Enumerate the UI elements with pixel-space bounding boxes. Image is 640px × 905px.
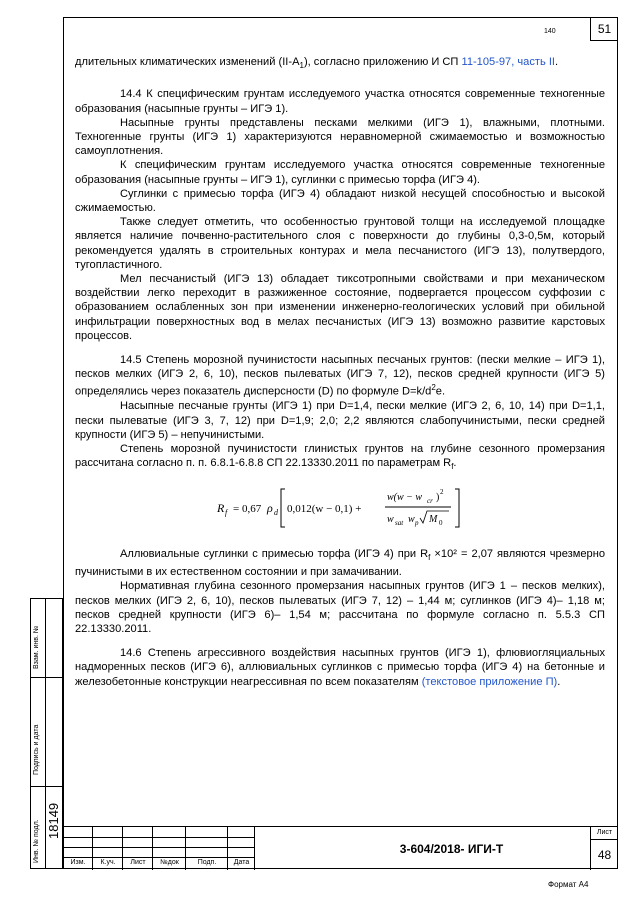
paragraph-chalk: Мел песчанистый (ИГЭ 13) обладает тиксотропными свойствами и при механическом воздействии легко переходит в разжиженное состояние, подвергается процессом суффозии с образованием ослабленных зон при изменении инженерно-геологических условий при обильной инфильтрации поверхностных вод в мелах песчанистых (ИГЭ 13) возможно развитие карстовых процессов. xyxy=(75,273,605,342)
sheet-number: 48 xyxy=(597,848,612,862)
formula-den-m-sub: 0 xyxy=(439,518,443,527)
paragraph-fill-soils: Насыпные грунты представлены песками мелкими (ИГЭ 1), влажными, плотными. Техногенные грунты (ИГЭ 1) характеризуются неравномерной сжимаемостью и возможностью самоуплотнения. xyxy=(75,116,605,158)
format-label: Формат А4 xyxy=(548,880,589,889)
formula-lhs: R xyxy=(217,500,225,515)
col-podp: Подп. xyxy=(197,859,217,866)
formula-rho-sub: d xyxy=(274,507,278,517)
formula-den-w: w xyxy=(387,513,394,525)
paragraph-specific-soils: К специфическим грунтам исследуемого участка относятся современные техногенные образования (насыпные грунты – ИГЭ 1), суглинки с примесью торфа (ИГЭ 4). xyxy=(75,159,605,186)
document-code: 3-604/2018- ИГИ-Т xyxy=(399,841,504,856)
appendix-link[interactable]: (текстовое приложение П) xyxy=(421,675,558,688)
formula-num-end: ) xyxy=(436,491,440,503)
formula-num-sub: cr xyxy=(427,496,433,505)
formula-den-m: M xyxy=(429,513,438,525)
sp-link[interactable]: 11-105-97, часть II xyxy=(461,56,555,68)
title-block-grid xyxy=(63,827,255,870)
inv-number: 18149 xyxy=(46,802,61,839)
paragraph-alluvial: Аллювиальные суглинки с примесью торфа (ИГЭ 4) при $R_f \times 10^2 = 2,07$ являются чрезмерно пучинистыми в их естественном состоянии и при замачивании. xyxy=(75,547,605,579)
side-label-replace: Взам. инв. № xyxy=(33,625,40,669)
col-izm: Изм. xyxy=(70,859,86,866)
sheet-label: Лист xyxy=(591,827,618,840)
formula-den-sub2: p xyxy=(415,518,419,527)
formula-rho: ρ xyxy=(267,500,273,515)
col-kuch: К.уч. xyxy=(100,859,116,866)
paragraph-14-4: 14.4 К специфическим грунтам исследуемого участка относятся современные техногенные образования (насыпные грунты – ИГЭ 1). xyxy=(75,88,605,115)
paragraph-soil-layer: Также следует отметить, что особенностью грунтовой толщи на исследуемой площадке является наличие почвенно-растительного слоя с поверхности до глубины 0,3-0,5м, который рекомендуется удалять в строительных контурах и мела песчанистого (ИГЭ 13), полутвердого, тугопластичного. xyxy=(75,216,605,271)
formula-bracket-left xyxy=(281,489,285,527)
paragraph-clay-frost: Степень морозной пучинистости глинистых грунтов на глубине сезонного промерзания рассчитана согласно п. п. 6.8.1-6.8.8 СП 22.13330.2011 по параметрам $R_f$. xyxy=(75,442,605,472)
formula-den-sub1: sat xyxy=(395,518,404,527)
formula-bracket-right xyxy=(455,489,459,527)
document-body xyxy=(75,55,605,689)
title-block xyxy=(63,826,618,869)
paragraph-loam-peat: Суглинки с примесью торфа (ИГЭ 4) обладают низкой несущей способностью и высокой сжимаемостью. xyxy=(75,187,605,215)
formula-num-sup: 2 xyxy=(440,487,444,496)
formula-graphic xyxy=(215,483,465,533)
top-sheet-number: 51 xyxy=(590,17,618,41)
formula-numerator: w(w − w xyxy=(387,491,423,503)
formula-term1: 0,012(w − 0,1) + xyxy=(287,502,362,515)
col-data: Дата xyxy=(233,859,250,866)
formula-lhs-sub: f xyxy=(225,507,228,517)
formula-eq: = 0,67 xyxy=(233,502,262,515)
col-list: Лист xyxy=(130,859,146,866)
frost-formula xyxy=(75,483,605,537)
formula-den-w2: w xyxy=(408,513,415,525)
sheet-cell xyxy=(590,827,618,870)
side-label-inv: Инв. № подл. xyxy=(33,819,40,863)
paragraph-14-6: 14.6 Степень агрессивного воздействия насыпных грунтов (ИГЭ 1), флювиогляциальных надморенных песков (ИГЭ 6), аллювиальных суглинков с примесью торфа (ИГЭ 4) на бетонные и железобетонные конструкции неагрессивная по всем показателям (текстовое приложение П). xyxy=(75,647,605,688)
paragraph-0: длительных климатических изменений $(II-А_1)$, согласно приложению И СП 11-105-97, часть II. xyxy=(75,56,559,71)
paragraph-14-5: 14.5 Степень морозной пучинистости насыпных песчаных грунтов: (пески мелкие – ИГЭ 1), песков мелких (ИГЭ 2, 6, 10), песков пылеватых (ИГЭ 7, 12), песков средней крупности (ИГЭ 5) определялись через показатель дисперсности (D) по формуле $D=k/d^2e$. xyxy=(75,354,605,399)
small-page-number: 140 xyxy=(544,28,556,35)
col-ndok: №док xyxy=(160,859,179,866)
side-stamp xyxy=(30,598,63,869)
side-label-signature: Подпись и дата xyxy=(33,724,40,775)
paragraph-sands-frost: Насыпные песчаные грунты (ИГЭ 1) при D=1,4, пески мелкие (ИГЭ 2, 6, 10, 14) при D=1,1, пески пылеватые (ИГЭ 3, 7, 12) при D=1,9; 2,0; 2,2 являются слабопучинистыми, пески средней крупности (ИГЭ 5) – непучинистыми. xyxy=(75,400,605,441)
paragraph-depth: Нормативная глубина сезонного промерзания насыпных грунтов (ИГЭ 1 – песков мелких), песков мелких (ИГЭ 2, 6, 10), песков пылеватых (ИГЭ 7, 12) – 1,44 м; суглинков (ИГЭ 4)– 1,18 м; песков средней крупности (ИГЭ 6)– 1,54 м; рассчитана по формуле согласно п. 5.5.3 СП 22.13330.2011. xyxy=(75,580,605,636)
